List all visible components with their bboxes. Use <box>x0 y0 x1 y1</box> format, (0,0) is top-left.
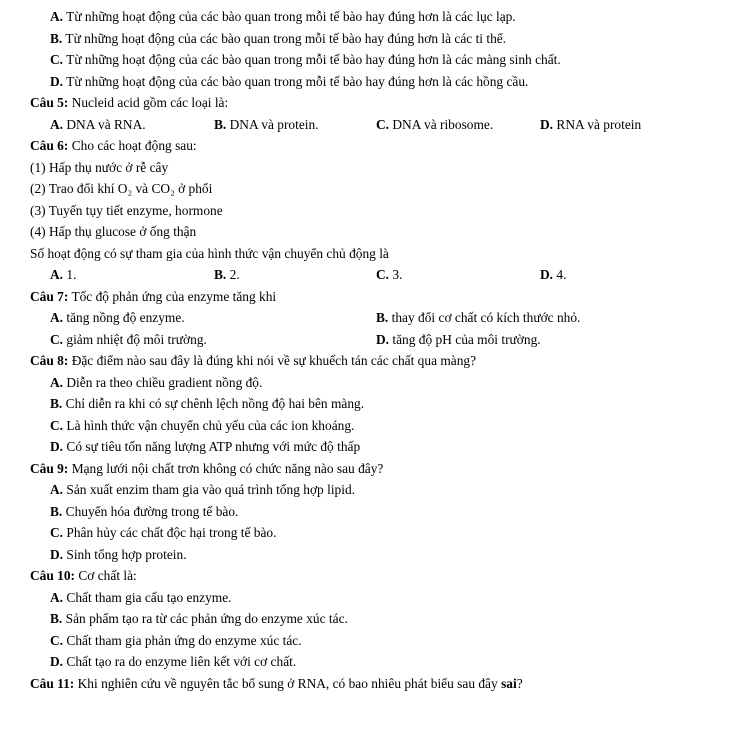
q5-option-a: A. DNA và RNA. <box>50 116 146 132</box>
q9-question: Câu 9: Mạng lưới nội chất trơn không có chức năng nào sau đây? <box>30 460 384 476</box>
q6-item-3: (3) Tuyến tụy tiết enzyme, hormone <box>30 202 223 218</box>
q9-option-b: B. Chuyển hóa đường trong tế bào. <box>50 503 239 519</box>
q11-question: Câu 11: Khi nghiên cứu về nguyên tắc bổ sung ở RNA, có bao nhiêu phát biểu sau đây sai? <box>30 675 523 691</box>
q9-option-d: D. Sinh tổng hợp protein. <box>50 546 187 562</box>
q6-option-c: C. 3. <box>376 267 403 282</box>
q6-option-a: A. 1. <box>50 267 77 282</box>
q5-option-b: B. DNA và protein. <box>214 116 319 132</box>
q8-option-c: C. Là hình thức vận chuyển chủ yếu của các ion khoáng. <box>50 417 355 433</box>
q6-option-d: D. 4. <box>540 267 567 282</box>
q8-option-d: D. Có sự tiêu tốn năng lượng ATP nhưng với mức độ thấp <box>50 439 361 454</box>
q4-option-d: D. Từ những hoạt động của các bào quan trong mỗi tế bào hay đúng hơn là các hồng cầu. <box>50 73 529 89</box>
q6-question: Câu 6: Cho các hoạt động sau: <box>30 138 197 153</box>
q4-option-c: C. Từ những hoạt động của các bào quan trong mỗi tế bào hay đúng hơn là các màng sinh chất. <box>50 52 561 67</box>
q9-option-c: C. Phân hủy các chất độc hại trong tế bào. <box>50 525 277 540</box>
q8-option-b: B. Chỉ diễn ra khi có sự chênh lệch nồng độ hai bên màng. <box>50 396 365 411</box>
q10-option-a: A. Chất tham gia cấu tạo enzyme. <box>50 589 232 605</box>
q10-question: Câu 10: Cơ chất là: <box>30 568 137 583</box>
q7-option-c: C. giảm nhiệt độ môi trường. <box>50 331 207 347</box>
q7-option-d: D. tăng độ pH của môi trường. <box>376 331 541 347</box>
q10-option-d: D. Chất tạo ra do enzyme liên kết với cơ chất. <box>50 654 297 669</box>
q9-option-a: A. Sản xuất enzim tham gia vào quá trình tổng hợp lipid. <box>50 482 355 497</box>
q6-options <box>30 264 736 286</box>
q6-item-4: (4) Hấp thụ glucose ở ống thận <box>30 224 197 239</box>
q6-item-2: (2) Trao đổi khí O₂ và CO₂ ở phổi <box>30 181 213 196</box>
q10-option-c: C. Chất tham gia phản ứng do enzyme xúc tác. <box>50 632 302 648</box>
q4-option-a: A. Từ những hoạt động của các bào quan trong mỗi tế bào hay đúng hơn là các lục lạp. <box>50 9 516 24</box>
q6-item-1: (1) Hấp thụ nước ở rễ cây <box>30 159 169 175</box>
q7-question: Câu 7: Tốc độ phản ứng của enzyme tăng khi <box>30 288 277 304</box>
q7-option-a: A. tăng nồng độ enzyme. <box>50 310 185 325</box>
q6-stem: Số hoạt động có sự tham gia của hình thức vận chuyển chủ động là <box>30 245 389 261</box>
q6-option-b: B. 2. <box>214 267 240 282</box>
q7-options-row1 <box>30 307 736 329</box>
q7-option-b: B. thay đổi cơ chất có kích thước nhỏ. <box>376 310 581 325</box>
q7-options-row2 <box>30 329 736 351</box>
q5-question: Câu 5: Nucleid acid gồm các loại là: <box>30 95 229 110</box>
q4-option-b: B. Từ những hoạt động của các bào quan trong mỗi tế bào hay đúng hơn là các ti thể. <box>50 30 507 46</box>
q8-question: Câu 8: Đặc điểm nào sau đây là đúng khi nói về sự khuếch tán các chất qua màng? <box>30 353 477 368</box>
q8-option-a: A. Diễn ra theo chiều gradient nồng độ. <box>50 374 263 390</box>
q5-options <box>30 114 736 136</box>
q5-option-c: C. DNA và ribosome. <box>376 116 494 132</box>
q10-option-b: B. Sản phẩm tạo ra từ các phản ứng do enzyme xúc tác. <box>50 611 348 626</box>
q5-option-d: D. RNA và protein <box>540 116 642 132</box>
